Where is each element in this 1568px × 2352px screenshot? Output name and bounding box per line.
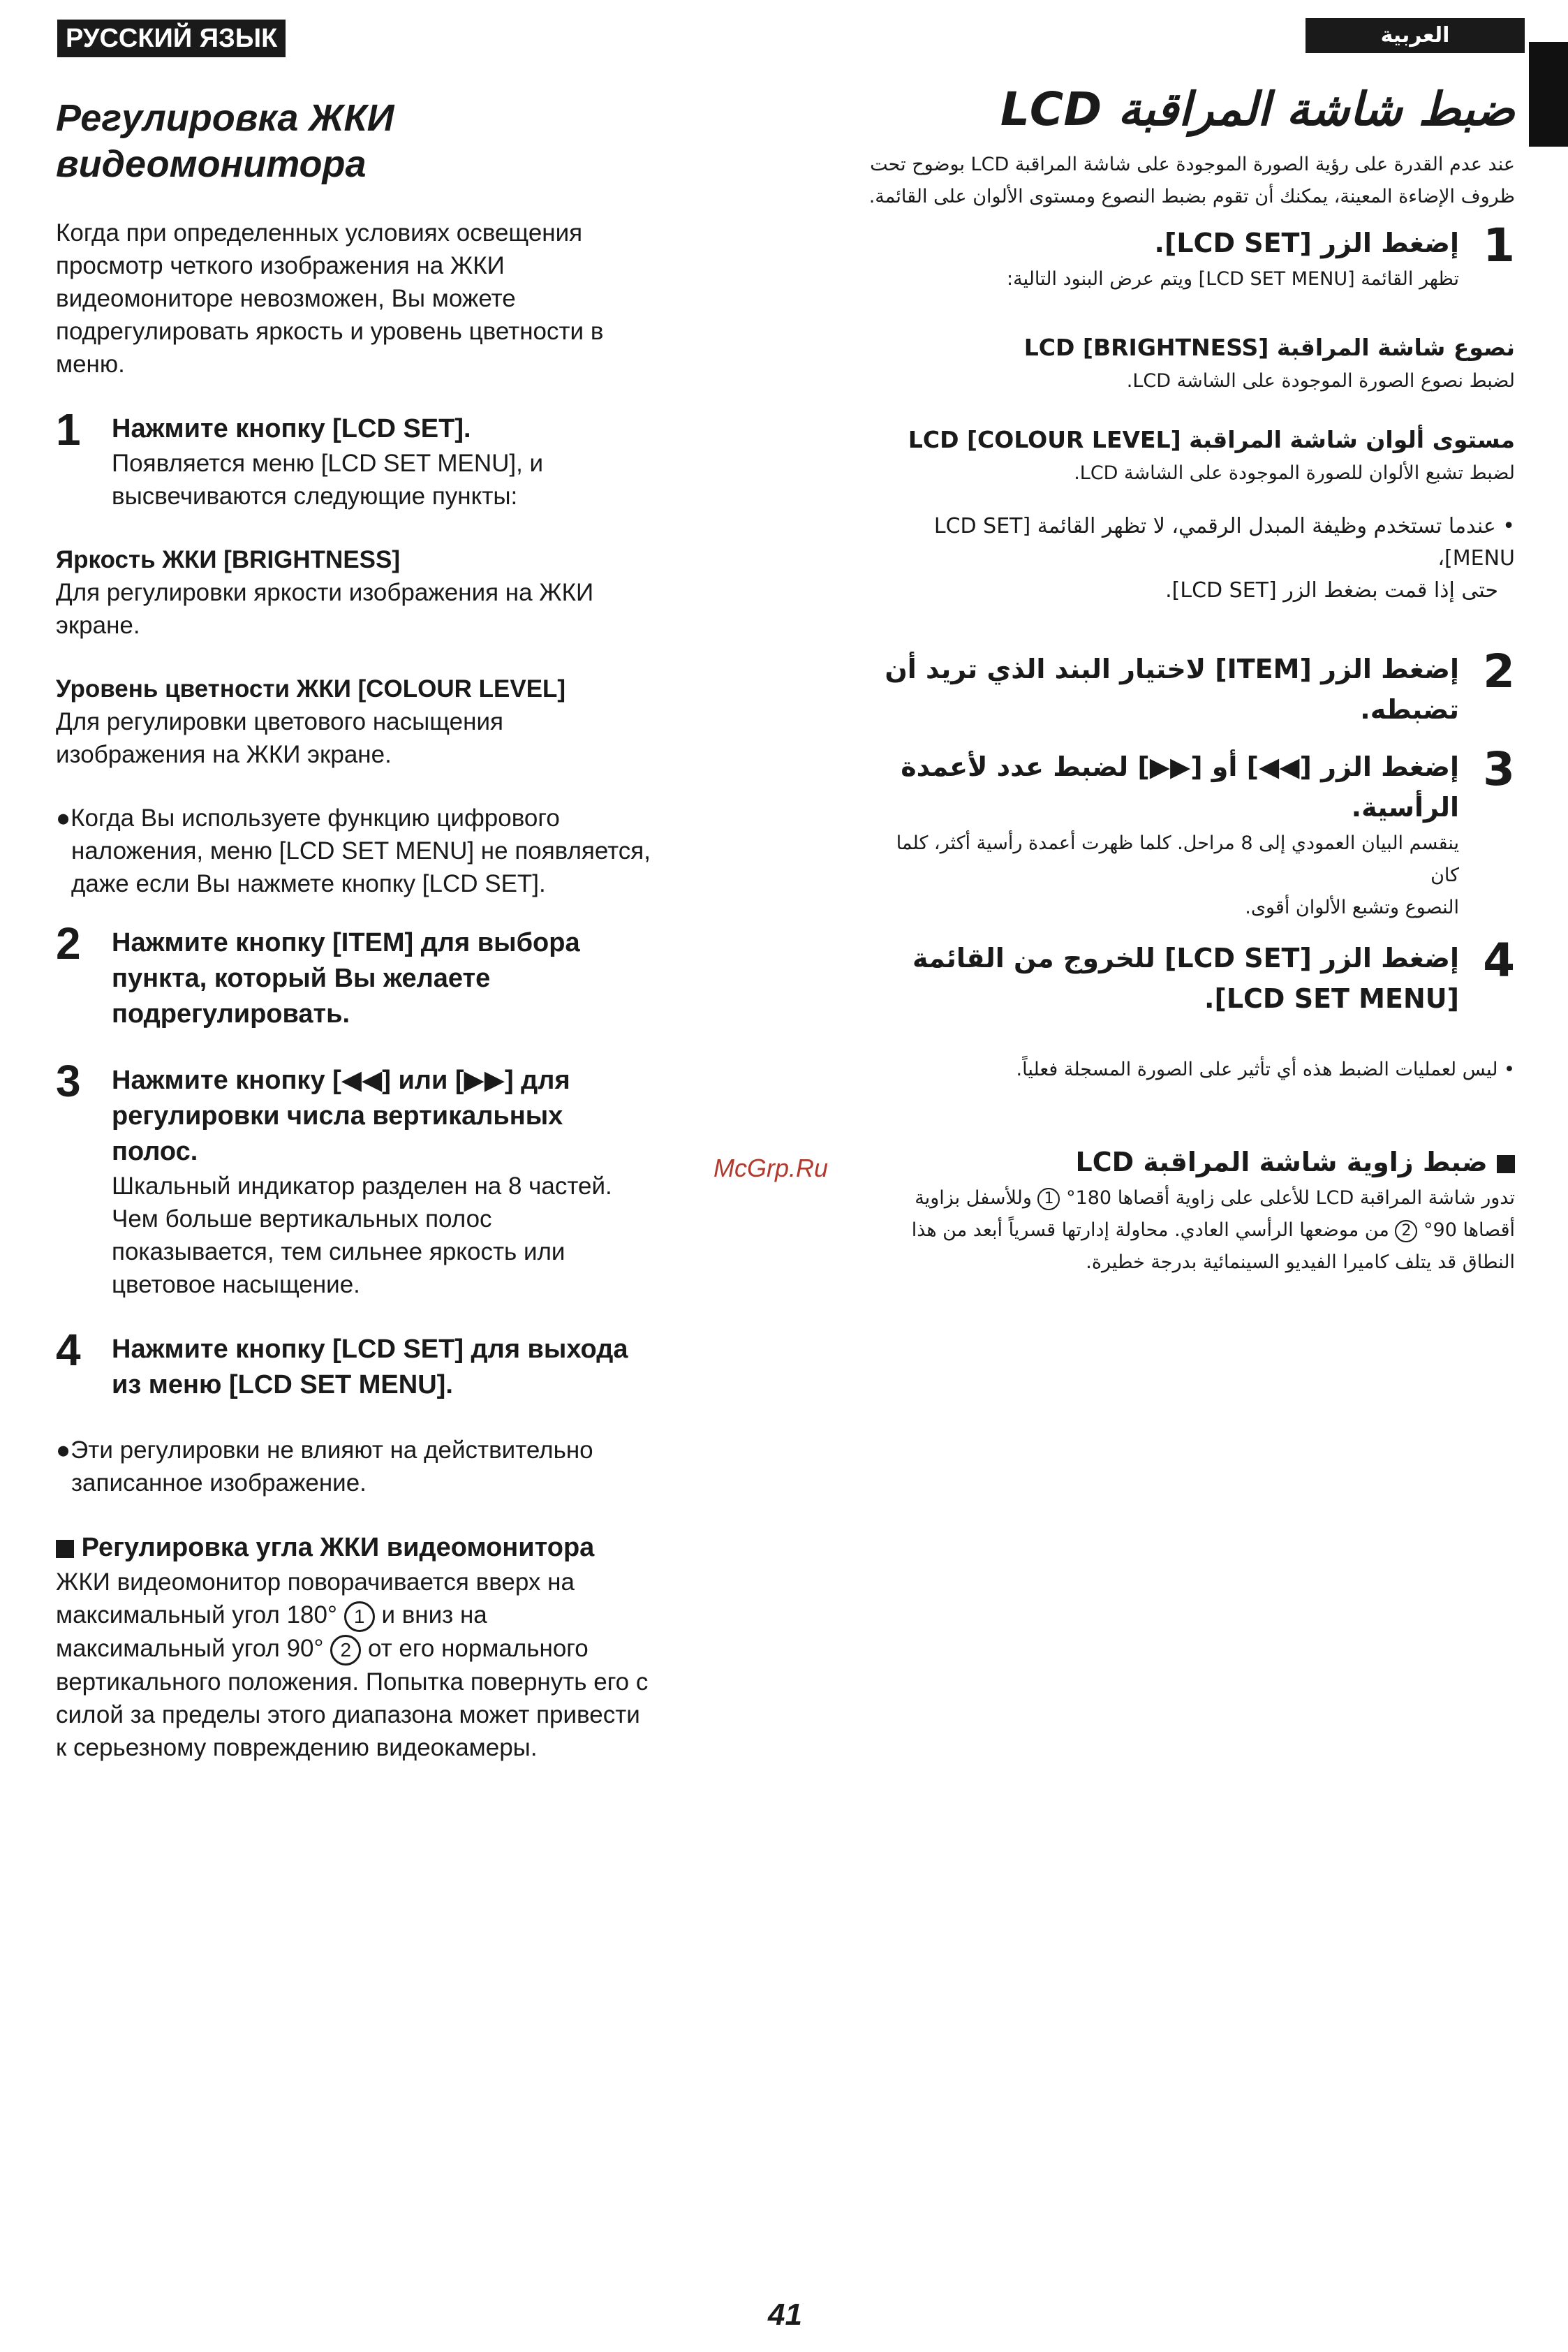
step-heading: إضغط الزر [ITEM] لاختيار البند الذي تريد أن تضبطه. [885,654,1459,725]
step-number: 2 [56,918,81,969]
step-number: 4 [56,1325,81,1375]
colour-level-heading: Уровень цветности ЖКИ [COLOUR LEVEL] [56,675,566,703]
page-title-ar: ضبط شاشة المراقبة LCD [1000,82,1515,136]
circled-number-1-icon: 1 [344,1601,375,1632]
step-heading: Нажмите кнопку [LCD SET]. [112,414,471,443]
circled-number-1-icon: 1 [1037,1188,1060,1210]
step-2-ar [866,645,1515,730]
step-number: 2 [1483,645,1515,698]
step-2-ru [56,918,726,1032]
step-heading: إضغط الزر [◀◀] أو [▶▶] لضبط عدد لأعمدة الرأسية. [901,751,1459,823]
step-3-ru [56,1056,726,1301]
step-body: ينقسم البيان العمودي إلى 8 مراحل. كلما ظهرت أعمدة رأسية أكثر، كلما كان النصوع وتشبع الألوان أقوى. [896,832,1459,918]
colour-level-item-ru: Уровень цветности ЖКИ [COLOUR LEVEL] Для регулировки цветового насыщения изображения на ЖКИ экране. [56,672,726,771]
square-bullet-icon [56,1540,74,1558]
intro-paragraph-ru: Когда при определенных условиях освещения просмотр четкого изображения на ЖКИ видеомониторе невозможен, Вы можете подрегулировать яркость и уровень цветности в меню. [56,219,604,378]
brightness-heading: Яркость ЖКИ [BRIGHTNESS] [56,546,401,573]
square-bullet-icon [1497,1155,1515,1173]
step-heading: إضغط الزر [LCD SET] للخروج من القائمة [LCD SET MENU]. [912,943,1459,1014]
watermark: McGrp.Ru [713,1154,829,1182]
step-heading: Нажмите кнопку [◀◀] или [▶▶] для регулировки числа вертикальных полос. [112,1066,570,1166]
note-recorded-image-ar: • ليس لعمليات الضبط هذه أي تأثير على الصورة المسجلة فعلياً. [1016,1059,1515,1080]
page-number: 41 [768,2298,802,2332]
language-tab-russian: РУССКИЙ ЯЗЫК [57,20,286,57]
step-body: Появляется меню [LCD SET MENU], и высвечиваются следующие пункты: [112,450,544,510]
language-tab-arabic: العربية [1306,18,1525,53]
step-number: 3 [56,1056,81,1106]
step-number: 4 [1483,934,1515,987]
section-edge-marker [1529,42,1568,147]
note-digital-function-ar: • عندما تستخدم وظيفة المبدل الرقمي، لا تظهر القائمة [LCD SET MENU]، حتى إذا قمت بضغط الزر [LCD SET]. [933,514,1515,603]
intro-paragraph-ar: عند عدم القدرة على رؤية الصورة الموجودة على شاشة المراقبة LCD بوضوح تحت ظروف الإضاءة المعينة، يمكنك أن تقوم بضبط النصوع ومستوى الألوان على القائمة. [868,154,1515,207]
brightness-item-ar: نصوع شاشة المراقبة LCD [BRIGHTNESS] لضبط نصوع الصورة الموجودة على الشاشة LCD. [1023,334,1515,392]
step-body: تظهر القائمة [LCD SET MENU] ويتم عرض البنود التالية: [1006,268,1459,290]
angle-section-ru: Регулировка угла ЖКИ видеомонитора ЖКИ видеомонитор поворачивается вверх на максимальный угол 180° 1 и вниз на максимальный угол 90° 2 от его нормального вертикального положения. Попытка повернуть его с силой за пределы этого диапазона может привести к серьезному повреждению видеокамеры. [56,1530,726,1764]
step-4-ru [56,1325,726,1403]
note-recorded-image-ru: ●Эти регулировки не влияют на действительно записанное изображение. [56,1436,593,1497]
step-number: 1 [1483,219,1515,272]
arabic-column [866,82,1515,1279]
colour-level-item-ar: مستوى ألوان شاشة المراقبة LCD [COLOUR LEVEL] لضبط تشبع الألوان للصورة الموجودة على الشاشة LCD. [908,426,1515,484]
note-digital-function-ru: ●Когда Вы используете функцию цифрового наложения, меню [LCD SET MENU] не появляется, даже если Вы нажмете кнопку [LCD SET]. [56,804,651,897]
step-1-ru [56,404,726,513]
angle-heading-ru: Регулировка угла ЖКИ видеомонитора [56,1530,726,1566]
step-1-ar [866,219,1515,295]
page-title-ru: Регулировка ЖКИ видеомонитора [56,97,394,185]
angle-section-ar: ضبط زاوية شاشة المراقبة LCD تدور شاشة المراقبة LCD للأعلى على زاوية أقصاها 180° 1 وللأسفل بزاوية أقصاها 90° 2 من موضعها الرأسي العادي. محاولة إدارتها قسرياً أبعد من هذا النطاق قد يتلف كاميرا الفيديو السينمائية بدرجة خطيرة. [866,1142,1515,1279]
angle-heading-ar: ضبط زاوية شاشة المراقبة LCD [866,1142,1515,1182]
step-heading: إضغط الزر [LCD SET]. [1154,228,1459,258]
circled-number-2-icon: 2 [1395,1220,1417,1242]
step-heading: Нажмите кнопку [LCD SET] для выхода из меню [LCD SET MENU]. [112,1335,628,1399]
step-3-ar [866,742,1515,924]
russian-column [56,95,726,1764]
step-number: 1 [56,404,81,455]
brightness-item-ru: Яркость ЖКИ [BRIGHTNESS] Для регулировки яркости изображения на ЖКИ экране. [56,543,726,642]
step-4-ar [866,934,1515,1019]
step-number: 3 [1483,742,1515,796]
step-heading: Нажмите кнопку [ITEM] для выбора пункта, который Вы желаете подрегулировать. [112,928,580,1029]
step-body: Шкальный индикатор разделен на 8 частей. Чем больше вертикальных полос показывается, тем сильнее яркость или цветовое насыщение. [112,1173,612,1298]
circled-number-2-icon: 2 [330,1635,361,1666]
